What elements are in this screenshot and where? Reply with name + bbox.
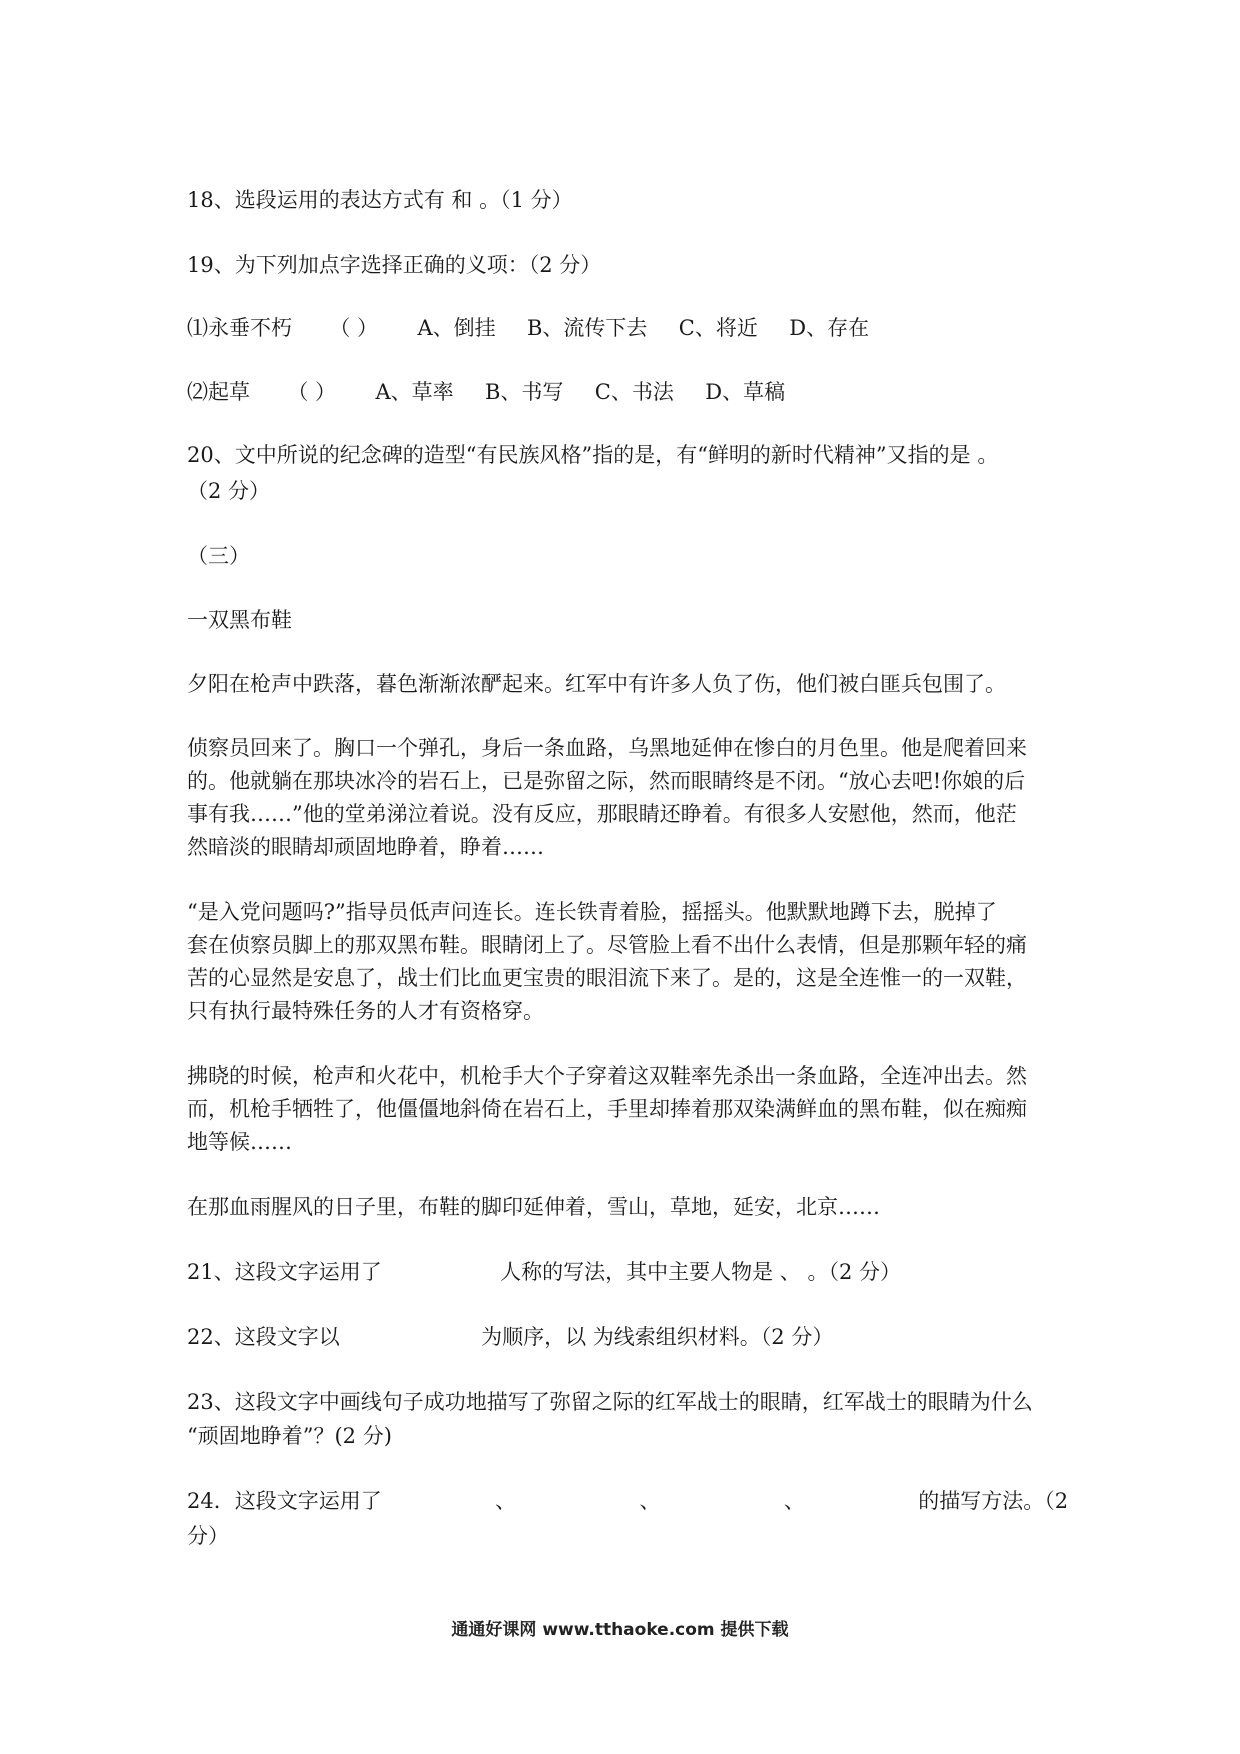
question-19-stem: 19、为下列加点字选择正确的义项：（2 分） [187,253,602,277]
item-2-word: ⑵起草 [187,380,250,404]
option-a: A、倒挂 [417,316,496,340]
question-21-part-1: 21、这段文字运用了 [187,1260,382,1284]
question-24-sep-1: 、 [495,1489,517,1513]
question-24-sep-2: 、 [639,1489,661,1513]
passage-paragraph-1: 夕阳在枪声中跌落，暮色渐渐浓酽起来。红军中有许多人负了伤，他们被白匪兵包围了。 [187,672,1006,696]
passage-paragraph-4-line-3: 地等候…… [187,1130,292,1154]
passage-paragraph-2-line-2: 的。他就躺在那块冰冷的岩石上，已是弥留之际，然而眼睛终是不闭。“放心去吧!你娘的后 [187,769,1026,793]
question-24-line-1 [187,1486,1068,1516]
question-23-line-1: 23、这段文字中画线句子成功地描写了弥留之际的红军战士的眼睛，红军战士的眼睛为什么 [187,1390,1033,1414]
option-c: C、书法 [594,380,674,404]
question-22 [187,1322,833,1352]
section-heading: （三） [187,544,250,568]
option-d: D、存在 [789,316,870,340]
footer-credit: 通通好课网 www.tthaoke.com 提供下载 [451,1620,789,1640]
item-2-answer-paren: （ ） [287,380,337,404]
question-20-line-1: 20、文中所说的纪念碑的造型“有民族风格”指的是，有“鲜明的新时代精神”又指的是 。 [187,443,999,467]
question-24-part-2: 的描写方法。（2 [918,1489,1069,1513]
question-18: 18、选段运用的表达方式有 和 。（1 分） [187,188,573,212]
question-20-line-2: （2 分） [187,479,271,503]
passage-paragraph-4-line-2: 而，机枪手牺牲了，他僵僵地斜倚在岩石上，手里却捧着那双染满鲜血的黑布鞋，似在痴痴 [187,1097,1027,1121]
option-b: B、书写 [484,380,564,404]
item-1-answer-paren: （ ） [329,316,379,340]
question-21-part-2: 人称的写法，其中主要人物是 、 。（2 分） [500,1260,901,1284]
passage-paragraph-3-line-3: 苦的心显然是安息了，战士们比血更宝贵的眼泪流下来了。是的，这是全连惟一的一双鞋， [187,966,1027,990]
passage-paragraph-2-line-1: 侦察员回来了。胸口一个弹孔，身后一条血路，乌黑地延伸在惨白的月色里。他是爬着回来 [187,736,1027,760]
question-23-line-2: “顽固地睁着”？(2 分) [187,1424,392,1448]
question-24-part-1: 24．这段文字运用了 [187,1489,382,1513]
passage-paragraph-3-line-4: 只有执行最特殊任务的人才有资格穿。 [187,999,544,1023]
option-d: D、草稿 [705,380,786,404]
passage-paragraph-4-line-1: 拂晓的时候，枪声和火花中，机枪手大个子穿着这双鞋率先杀出一条血路，全连冲出去。然 [187,1064,1027,1088]
question-19-item-2 [187,377,785,407]
passage-paragraph-5: 在那血雨腥风的日子里，布鞋的脚印延伸着，雪山，草地，延安，北京…… [187,1195,880,1219]
question-24-sep-3: 、 [783,1489,805,1513]
passage-paragraph-3-line-2: 套在侦察员脚上的那双黑布鞋。眼睛闭上了。尽管脸上看不出什么表情，但是那颗年轻的痛 [187,933,1027,957]
question-22-part-1: 22、这段文字以 [187,1325,340,1349]
question-22-part-2: 为顺序，以 为线索组织材料。（2 分） [481,1325,834,1349]
passage-paragraph-2-line-3: 事有我……”他的堂弟涕泣着说。没有反应，那眼睛还睁着。有很多人安慰他，然而，他茫 [187,802,1017,826]
item-1-word: ⑴永垂不朽 [187,316,292,340]
option-c: C、将近 [678,316,758,340]
passage-paragraph-3-line-1: “是入党问题吗?”指导员低声问连长。连长铁青着脸，摇摇头。他默默地蹲下去，脱掉了 [187,900,997,924]
option-b: B、流传下去 [526,316,648,340]
question-19-item-1 [187,313,869,343]
question-21 [187,1257,901,1287]
passage-paragraph-2-line-4: 然暗淡的眼睛却顽固地睁着，睁着…… [187,835,544,859]
question-24-line-2: 分） [187,1524,229,1548]
passage-title: 一双黑布鞋 [187,608,292,632]
option-a: A、草率 [375,380,454,404]
